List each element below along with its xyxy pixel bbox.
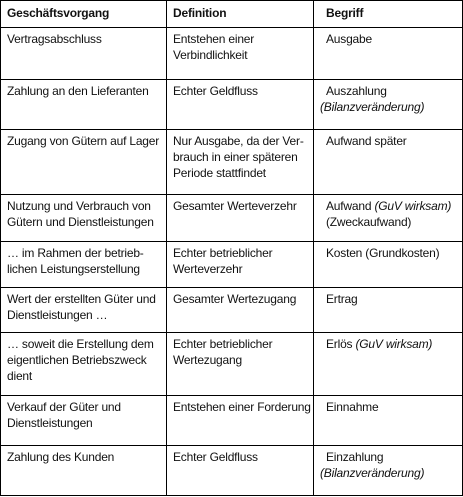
cell-text: Echter Geldfluss [173,450,258,465]
cell-geschaeftsvorgang [1,446,167,496]
cell-line [326,336,459,352]
cell-text: Zahlung des Kunden [7,450,115,465]
cell-geschaeftsvorgang [1,129,167,194]
cell-text: Periode stattfindet [173,165,266,180]
cell-geschaeftsvorgang [1,194,167,242]
header-definition: Definition [167,1,314,28]
cell-begriff [314,242,463,288]
cell-text: Entstehen einer Forderung [173,400,311,415]
cell-text: Nur Ausgabe, da der Ver- [173,133,304,148]
cell-text: eigentlichen Betriebszweck [7,353,147,368]
cell-begriff [314,28,463,80]
cell-begriff [314,129,463,194]
cell-begriff [314,80,463,130]
cell-line [326,198,459,214]
cell-text: Einnahme [326,400,379,415]
cell-definition [167,194,314,242]
cell-line [320,99,459,115]
cell-begriff [314,446,463,496]
cell-text: Wert der erstellten Güter und [7,291,156,306]
cell-text: … im Rahmen der betrieb- [7,246,144,261]
cell-geschaeftsvorgang [1,333,167,396]
cell-geschaeftsvorgang [1,28,167,80]
cell-line [326,214,459,230]
cell-line [326,31,459,47]
cell-definition [167,242,314,288]
cell-line [326,399,459,415]
cell-text: Aufwand [326,198,375,213]
cell-note: (GuV wirksam) [355,337,433,352]
cell-line [326,449,459,465]
table-row [1,242,463,288]
cell-definition [167,287,314,333]
cell-text: Kosten (Grundkosten) [326,246,440,261]
cell-text: lichen Leistungserstellung [7,262,140,277]
cell-geschaeftsvorgang [1,396,167,446]
cell-text: Verbindlichkeit [173,48,248,62]
cell-text: Dienstleistungen [7,416,93,431]
cell-begriff [314,287,463,333]
cell-begriff [314,194,463,242]
table-row [1,194,463,242]
cell-line [326,245,459,261]
cell-text: Auszahlung [326,84,387,98]
cell-line [326,133,459,149]
cell-definition [167,446,314,496]
cell-text: Gütern und Dienstleistungen [7,214,154,229]
cell-text: Entstehen einer [173,32,255,46]
table-row [1,80,463,130]
cell-text: Aufwand später [326,133,407,148]
header-row [1,1,463,28]
cell-geschaeftsvorgang [1,287,167,333]
cell-begriff [314,333,463,396]
cell-text: Gesamter Werteverzehr [173,198,297,213]
cell-text: Ausgabe [326,32,372,46]
header-begriff: Begriff [314,1,463,28]
cell-text: Vertragsabschluss [7,32,102,46]
table-row [1,333,463,396]
cell-text: Gesamter Wertezugang [173,291,297,306]
cell-begriff [314,396,463,446]
cell-text: Verkauf der Güter und [7,400,121,415]
table-body [1,28,463,496]
cell-line [326,83,459,99]
cell-note: (Bilanzveränderung) [320,100,425,114]
cell-text: Erlös [326,337,356,352]
table-row [1,28,463,80]
cell-text: Ertrag [326,291,358,306]
table-row [1,287,463,333]
cell-note: (GuV wirksam) [374,198,452,213]
cell-text: Wertezugang [173,353,242,368]
cell-line [326,291,459,307]
table-row [1,446,463,496]
cell-text: … soweit die Erstellung dem [7,337,154,352]
cell-definition [167,80,314,130]
cell-text: Echter Geldfluss [173,84,258,98]
cell-note: (Bilanzveränderung) [320,466,425,481]
cell-definition [167,333,314,396]
cell-text: Echter betrieblicher [173,337,273,352]
cell-text: Dienstleistungen … [7,307,108,322]
cell-definition [167,129,314,194]
cell-text: Einzahlung [326,450,384,465]
cell-text: (Zweckaufwand) [326,214,412,229]
table-row [1,129,463,194]
cell-text: Nutzung und Verbrauch von [7,198,151,213]
cell-text: dient [7,369,33,384]
cell-line [320,465,459,481]
header-geschaeftsvorgang: Geschäftsvorgang [1,1,167,28]
cell-text: Echter betrieblicher [173,246,273,261]
cell-text: Zugang von Gütern auf Lager [7,133,160,148]
table-row [1,396,463,446]
cell-text: brauch in einer späteren [173,149,298,164]
cell-definition [167,396,314,446]
cell-definition [167,28,314,80]
cell-geschaeftsvorgang [1,242,167,288]
cell-geschaeftsvorgang [1,80,167,130]
cell-text: Zahlung an den Lieferanten [7,84,149,98]
cell-text: Werteverzehr [173,262,243,277]
